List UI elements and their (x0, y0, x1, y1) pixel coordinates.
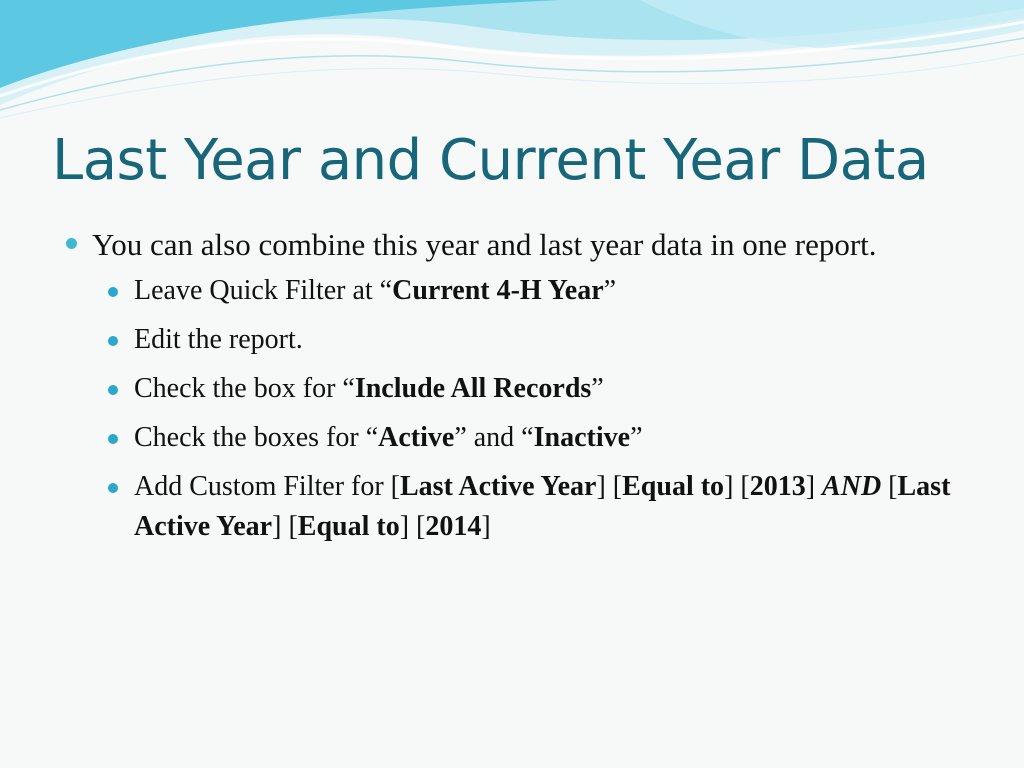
text-segment: Check the box for “ (134, 373, 355, 404)
bullet-dot-icon (108, 336, 118, 346)
text-segment: Edit the report. (134, 324, 303, 355)
text-segment: Leave Quick Filter at “ (134, 275, 393, 306)
sub-bullet-edit (104, 320, 962, 360)
bold-segment: Inactive (533, 422, 631, 453)
sub-bullet-list (62, 271, 962, 547)
sub-bullet-active-inactive (104, 418, 962, 458)
bullet-dot-icon (108, 385, 118, 395)
main-bullet (62, 222, 962, 267)
bold-segment: Active (378, 422, 455, 453)
bold-segment: Equal to (297, 511, 400, 542)
text-segment: ] (805, 471, 823, 502)
text-segment: Check the boxes for “ (134, 422, 379, 453)
text-segment: ” and “ (454, 422, 534, 453)
text-segment: Add Custom Filter for [ (134, 471, 400, 502)
sub-bullet-custom-filter (104, 467, 962, 547)
bold-segment: 2014 (425, 511, 482, 542)
text-segment: ] (481, 511, 491, 542)
bullet-dot-icon (108, 287, 118, 297)
bold-segment: 2013 (749, 471, 806, 502)
bullet-dot-icon (108, 483, 118, 493)
bold-segment: Current 4-H Year (392, 275, 604, 306)
bold-segment: Last Active Year (400, 471, 597, 502)
bold-segment: Include All Records (354, 373, 592, 404)
sub-bullet-include-all (104, 369, 962, 409)
text-segment: ” (630, 422, 643, 453)
text-segment: ” (603, 275, 617, 306)
bullet-dot-icon (108, 434, 118, 444)
sub-bullet-quick-filter (104, 271, 962, 311)
main-bullet-text: You can also combine this year and last year data in one report. (92, 227, 877, 262)
text-segment: ] [ (399, 511, 426, 542)
text-segment: ] [ (596, 471, 623, 502)
bullet-dot-icon (66, 238, 77, 249)
text-segment: ] [ (724, 471, 750, 502)
slide-content (62, 222, 962, 556)
text-segment: ” (591, 373, 604, 404)
italic-segment: AND (822, 471, 882, 502)
bold-segment: Last Active Year (134, 471, 951, 542)
header-wave-decoration (0, 0, 1024, 140)
slide-title: Last Year and Current Year Data (52, 128, 929, 193)
text-segment: ] [ (272, 511, 298, 542)
bold-segment: Equal to (622, 471, 725, 502)
text-segment: [ (881, 471, 898, 502)
